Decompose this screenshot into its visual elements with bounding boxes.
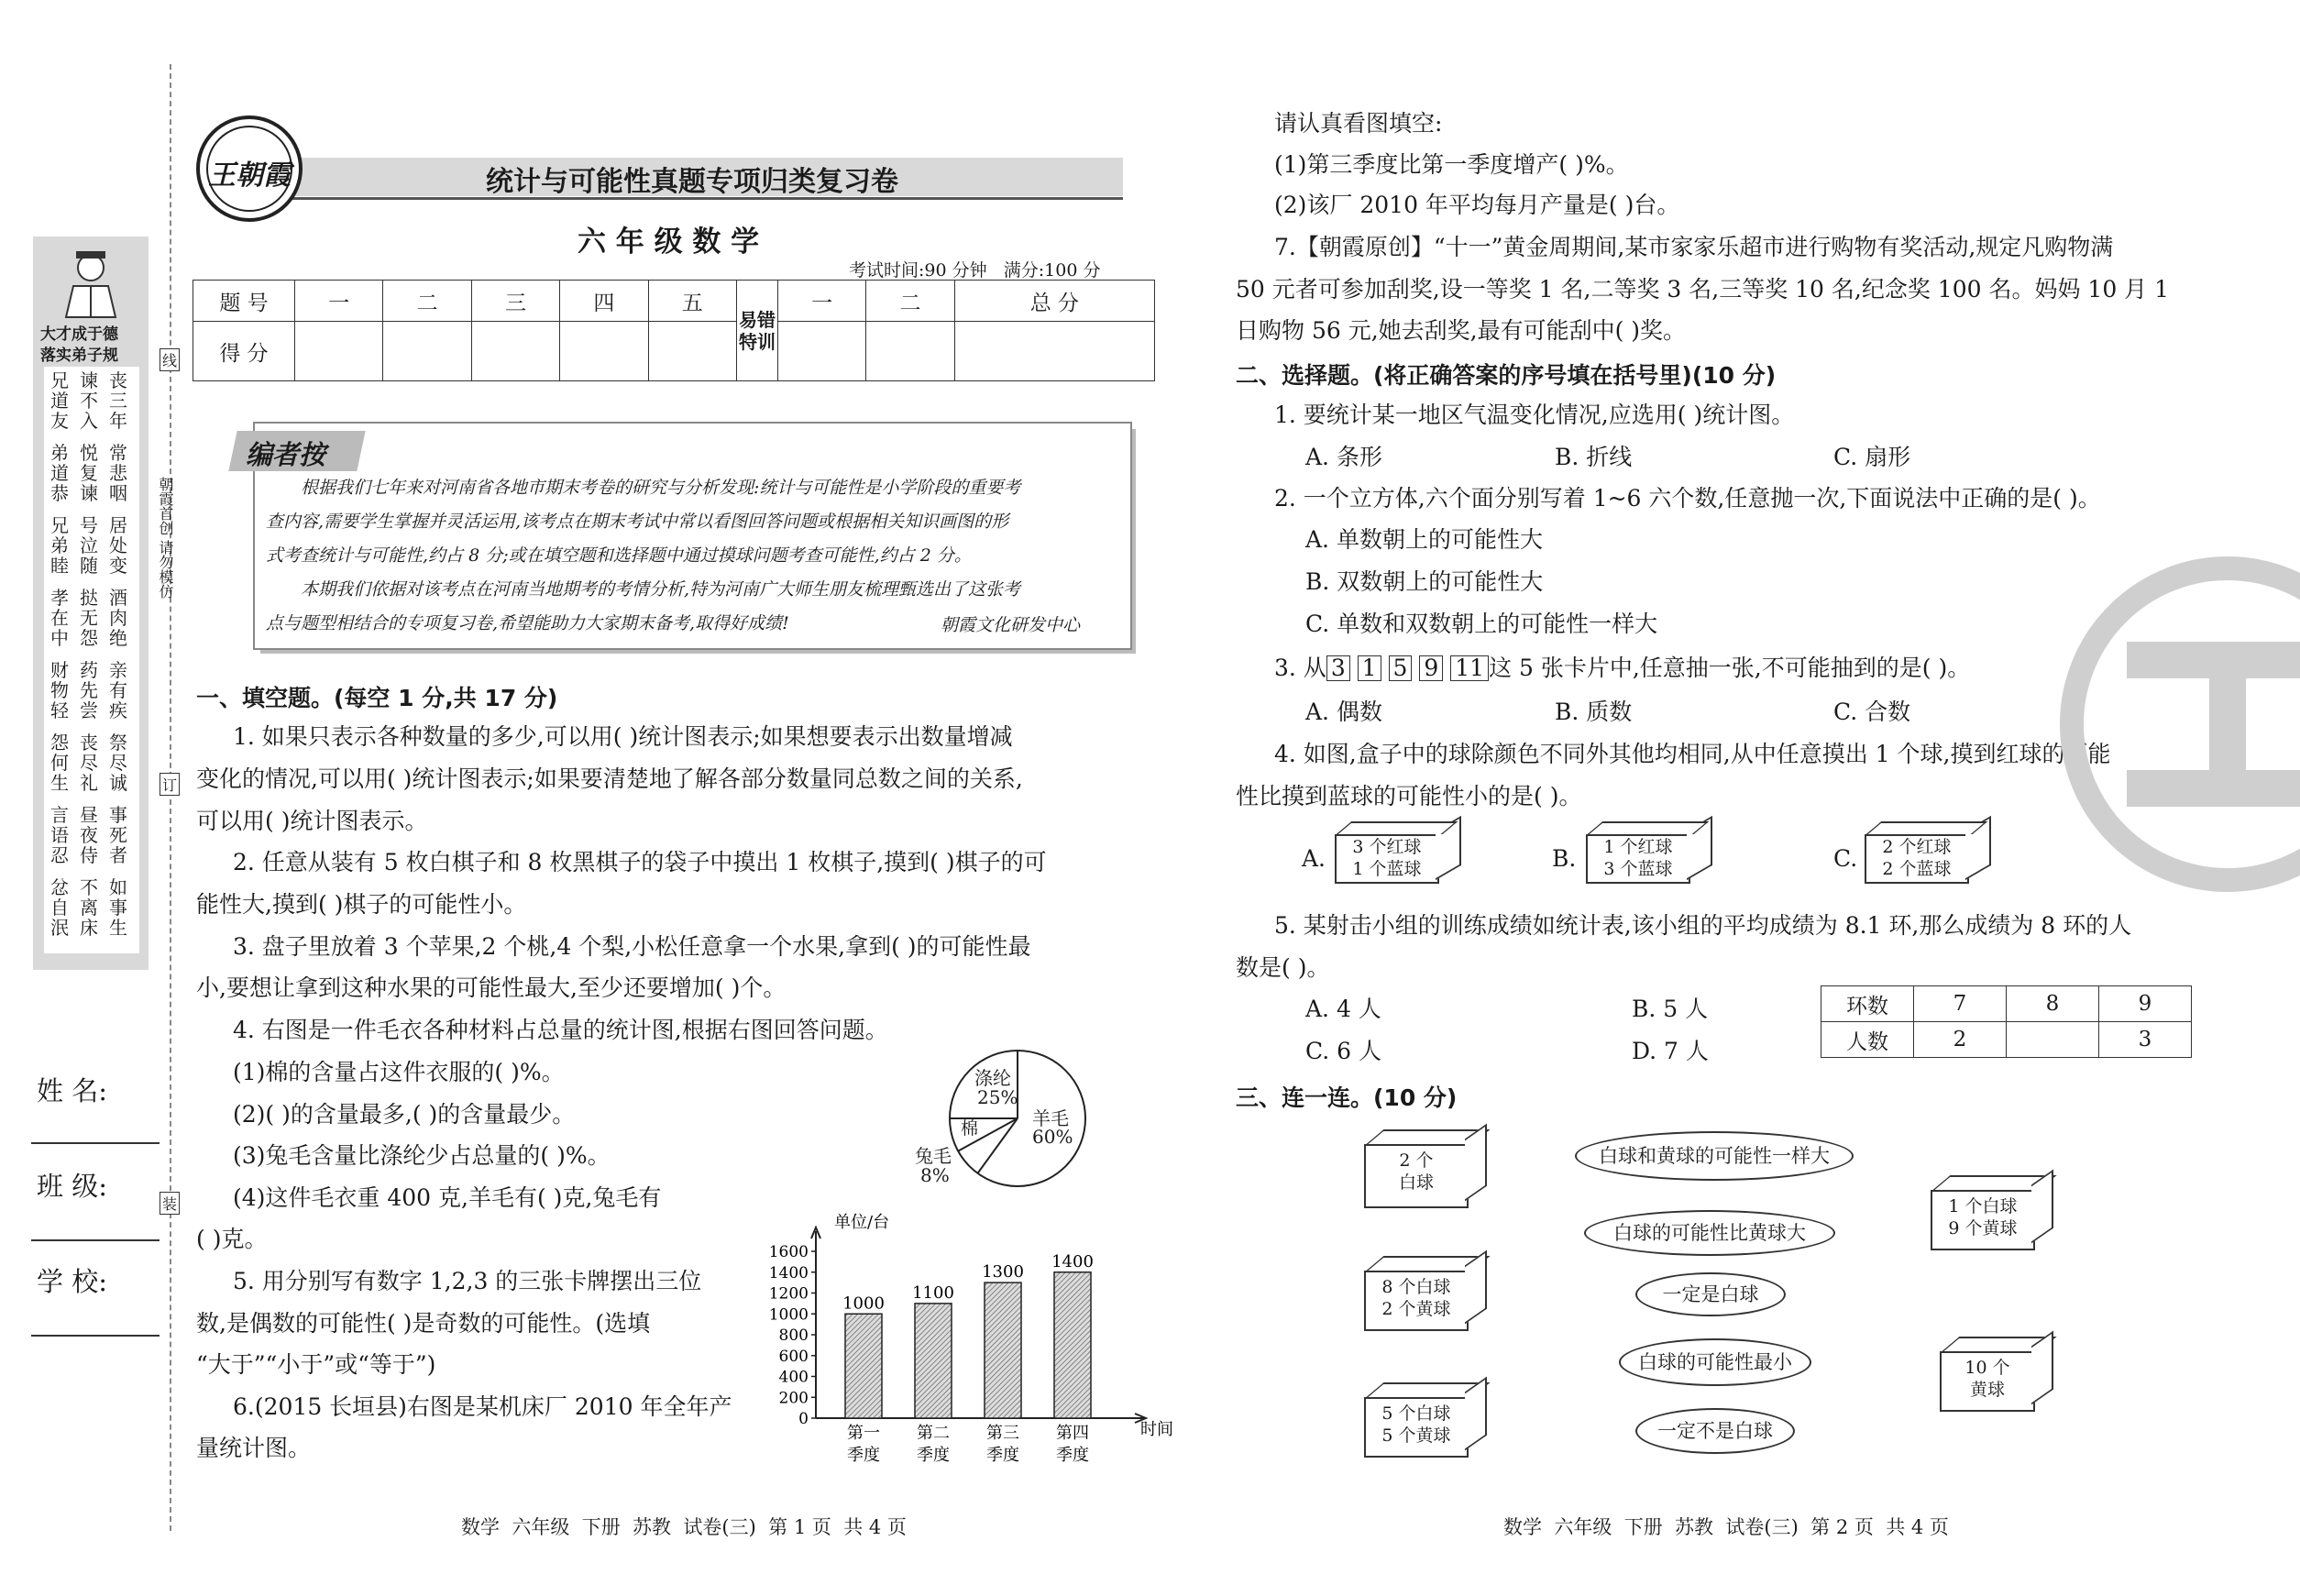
idiom-text: 祭尽诚: [109, 732, 127, 794]
category-label: 第一: [847, 1424, 880, 1443]
match-oval-1[interactable]: 白球和黄球的可能性一样大: [1575, 1131, 1854, 1181]
bar-2: [915, 1304, 952, 1418]
option-b: B. 质数: [1555, 699, 1633, 725]
match-box-line: 8 个白球: [1381, 1277, 1451, 1297]
r-q2: 2. 一个立方体,六个面分别写着 1~6 六个数,任意抛一次,下面说法中正确的是( )。: [1274, 485, 2101, 512]
q-line: 量统计图。: [196, 1435, 312, 1461]
idiom-text: 兄弟睦: [50, 514, 69, 577]
q-line: “大于”“小于”或“等于”): [196, 1351, 436, 1378]
option-d: D. 7 人: [1632, 1038, 1709, 1064]
subject-title: 六 年 级 数 学: [578, 226, 760, 259]
ball-box-a-top: [1337, 821, 1458, 834]
y-tick-label: 1000: [768, 1305, 809, 1325]
pie-label-polyester: 涤纶: [974, 1067, 1011, 1089]
idiom-text: 兄道友: [50, 369, 69, 432]
option-b: B. 5 人: [1632, 996, 1709, 1022]
idiom-text: 悦复谏: [80, 442, 98, 504]
q-line: 4. 右图是一件毛衣各种材料占总量的统计图,根据右图回答问题。: [233, 1017, 888, 1043]
score-header-row: [193, 281, 1155, 322]
ball-box-b: [1586, 834, 1690, 884]
shoot-cell: 8: [2007, 986, 2099, 1022]
seal-mark-bind: 装: [160, 1192, 180, 1215]
r-line: 7.【朝霞原创】“十一”黄金周期间,某市家家乐超市进行购物有奖活动,规定凡购物满: [1274, 234, 2114, 260]
idiom-text: 言语忍: [50, 804, 69, 866]
number-card: 11: [1450, 655, 1489, 681]
r-q1: 1. 要统计某一地区气温变化情况,应选用( )统计图。: [1274, 402, 1795, 428]
q-line: (3)兔毛含量比涤纶少占总量的( )%。: [233, 1142, 611, 1169]
idiom-text: 如事生: [109, 876, 127, 939]
section2-title: 二、选择题。(将正确答案的序号填在括号里)(10 分): [1236, 362, 1777, 389]
idiom-text: 号泣随: [80, 514, 98, 577]
category-label: 季度: [847, 1446, 880, 1465]
pie-value-polyester: 25%: [977, 1086, 1018, 1108]
q-line: 小,要想让拿到这种水果的可能性最大,至少还要增加( )个。: [196, 974, 787, 1001]
r-q4-line1: 4. 如图,盒子中的球除颜色不同外其他均相同,从中任意摸出 1 个球,摸到红球的可能: [1274, 741, 2111, 767]
r-line: 50 元者可参加刮奖,设一等奖 1 名,二等奖 3 名,三等奖 10 名,纪念奖 100 名。妈妈 10 月 1: [1236, 276, 2170, 303]
q-line: 数,是偶数的可能性( )是奇数的可能性。(选填: [196, 1310, 651, 1337]
category-label: 季度: [986, 1446, 1019, 1465]
q4-option-letter: B.: [1552, 845, 1577, 872]
editor-signature: 朝霞文化研发中心: [941, 615, 1081, 635]
number-card: 9: [1419, 655, 1443, 681]
section1-title: 一、填空题。(每空 1 分,共 17 分): [196, 685, 558, 711]
section3-title: 三、连一连。(10 分): [1236, 1084, 1458, 1111]
bar-value-label: 1100: [912, 1282, 954, 1303]
match-box-line: 2 个: [1399, 1150, 1434, 1171]
editor-line: 查内容,需要学生掌握并灵活运用,该考点在期末考试中常以看图回答问题或根据相关知识画图的形: [266, 512, 1009, 532]
editor-line: 本期我们依据对该考点在河南当地期考的考情分析,特为河南广大师生朋友梳理甄选出了这张考: [301, 579, 1021, 600]
exam-info: 考试时间:90 分钟 满分:100 分: [849, 260, 1101, 281]
match-box-right-1[interactable]: [1931, 1190, 2035, 1250]
score-cell[interactable]: [295, 322, 383, 381]
match-oval-5[interactable]: 一定不是白球: [1635, 1408, 1795, 1454]
shoot-row: [1821, 986, 2192, 1022]
idiom-text: 丧尽礼: [80, 732, 98, 794]
number-card: 5: [1389, 655, 1413, 681]
editor-line: 根据我们七年来对河南省各地市期末考卷的研究与分析发现:统计与可能性是小学阶段的重要考: [301, 478, 1021, 498]
shoot-cell: 9: [2099, 986, 2192, 1022]
ball-box-b-top: [1588, 821, 1710, 834]
y-tick-label: 0: [798, 1410, 809, 1428]
footer-right: 数学 六年级 下册 苏教 试卷(三) 第 2 页 共 4 页: [1503, 1516, 1949, 1538]
r-line: 日购物 56 元,她去刮奖,最有可能刮中( )奖。: [1236, 317, 1687, 344]
y-tick-label: 200: [778, 1389, 809, 1408]
score-header-cell: 四: [560, 281, 648, 322]
shooting-table: [1821, 985, 2192, 1058]
idiom-text: 不离床: [80, 876, 98, 939]
r-q5-line1: 5. 某射击小组的训练成绩如统计表,该小组的平均成绩为 8.1 环,那么成绩为 8 环的人: [1274, 912, 2132, 939]
option-c: C. 合数: [1833, 699, 1911, 725]
idiom-text: 忿自泯: [50, 876, 69, 939]
score-cell[interactable]: [954, 322, 1154, 381]
q-line: 2. 任意从装有 5 枚白棋子和 8 枚黑棋子的袋子中摸出 1 枚棋子,摸到( )棋子的可: [233, 849, 1047, 875]
y-tick-label: 1400: [768, 1263, 809, 1282]
r-line: (2)该厂 2010 年平均每月产量是( )台。: [1274, 192, 1680, 218]
q4-option-letter: A.: [1302, 845, 1326, 872]
number-card: 1: [1358, 655, 1381, 681]
idiom-text: 挞无怨: [80, 587, 98, 649]
score-cell[interactable]: [866, 322, 954, 381]
q-line: (4)这件毛衣重 400 克,羊毛有( )克,兔毛有: [233, 1184, 662, 1211]
scholar-icon: [53, 246, 128, 319]
sidebar-figure: [53, 246, 128, 319]
score-table: [193, 280, 1155, 381]
match-box-line: 2 个黄球: [1381, 1299, 1451, 1319]
q-line: (1)棉的含量占这件衣服的( )%。: [233, 1059, 565, 1085]
ball-box-line: 2 个蓝球: [1882, 859, 1952, 879]
idiom-text: 孝在中: [50, 587, 69, 649]
shoot-row: [1821, 1022, 2192, 1058]
r-q5-line2: 数是( )。: [1236, 954, 1330, 981]
q-line: 6.(2015 长垣县)右图是某机床厂 2010 年全年产: [233, 1393, 732, 1420]
category-label: 第二: [917, 1424, 950, 1443]
match-box-line: 1 个白球: [1948, 1196, 2018, 1216]
ball-box-line: 1 个蓝球: [1352, 859, 1422, 879]
bar-value-label: 1400: [1051, 1251, 1094, 1271]
bar-1: [845, 1314, 882, 1418]
ball-box-line: 2 个红球: [1882, 837, 1952, 857]
bar-value-label: 1000: [842, 1293, 885, 1314]
idiom-text: 事死者: [109, 804, 127, 866]
school-field[interactable]: [31, 1335, 160, 1337]
match-box-side: [1465, 1124, 1487, 1202]
editor-line: 式考查统计与可能性,约占 8 分;或在填空题和选择题中通过摸球问题考查可能性,约占 2 分。: [266, 545, 972, 566]
class-field[interactable]: [31, 1239, 160, 1241]
q3-prefix: 3. 从: [1274, 655, 1326, 681]
ball-box-line: 1 个红球: [1603, 837, 1673, 857]
bar-3: [985, 1282, 1021, 1418]
q3-suffix: 这 5 张卡片中,任意抽一张,不可能抽到的是( )。: [1489, 655, 1971, 681]
page-title: 统计与可能性真题专项归类复习卷: [486, 166, 898, 198]
shoot-cell: 7: [1914, 986, 2007, 1022]
option-a: A. 4 人: [1305, 996, 1381, 1022]
match-box-line: 黄球: [1969, 1380, 2005, 1400]
y-tick-label: 600: [778, 1347, 809, 1366]
match-box-line: 9 个黄球: [1948, 1218, 2018, 1238]
editor-badge-label: 编者按: [246, 439, 326, 470]
pie-label-wool: 羊毛: [1032, 1107, 1069, 1129]
option-c: C. 单数和双数朝上的可能性一样大: [1305, 611, 1658, 637]
q-line: 能性大,摸到( )棋子的可能性小。: [196, 891, 527, 918]
shoot-cell: 3: [2099, 1022, 2192, 1058]
q-line: 1. 如果只表示各种数量的多少,可以用( )统计图表示;如果想要表示出数量增减: [233, 723, 1013, 750]
score-cell[interactable]: [383, 322, 471, 381]
match-box-line: 5 个黄球: [1381, 1425, 1451, 1446]
seal-mark-line: 线: [160, 348, 180, 371]
match-box-line: 5 个白球: [1381, 1403, 1451, 1424]
binding-line: [170, 64, 171, 1531]
score-cell[interactable]: [471, 322, 559, 381]
score-header-cell: 五: [648, 281, 736, 322]
pie-label-cotton: 棉: [961, 1118, 979, 1139]
score-header-cell: 题 号: [193, 281, 295, 322]
q-line: 3. 盘子里放着 3 个苹果,2 个桃,4 个梨,小松任意拿一个水果,拿到( )的可能性最: [233, 933, 1031, 960]
match-oval-2[interactable]: 白球的可能性比黄球大: [1584, 1210, 1835, 1256]
shoot-cell: 2: [1914, 1022, 2007, 1058]
pie-value-rabbit: 8%: [920, 1164, 950, 1186]
ball-box-line: 3 个蓝球: [1603, 859, 1673, 879]
match-box-line: 白球: [1398, 1172, 1434, 1193]
q-line: ( )克。: [196, 1226, 268, 1252]
bar-value-label: 1300: [982, 1262, 1024, 1282]
category-label: 第三: [986, 1424, 1019, 1443]
ball-box-c: [1865, 834, 1969, 884]
ball-box-line: 3 个红球: [1352, 837, 1422, 857]
option-a: A. 单数朝上的可能性大: [1305, 526, 1543, 553]
score-header-cell: 一: [777, 281, 865, 322]
sidebar-motto-2: 落实弟子规: [40, 347, 118, 365]
category-label: 季度: [917, 1446, 950, 1465]
score-cell[interactable]: [777, 322, 865, 381]
pie-label-rabbit: 兔毛: [915, 1145, 952, 1167]
score-cell[interactable]: [648, 322, 736, 381]
idiom-text: 亲有疾: [109, 659, 127, 721]
ball-box-c-top: [1866, 821, 1988, 834]
match-box-left-1[interactable]: [1364, 1144, 1469, 1208]
bar-chart: [768, 1213, 1173, 1467]
score-header-cell: 二: [383, 281, 471, 322]
x-axis-label: 时间: [1140, 1420, 1173, 1439]
idiom-text: 谏不入: [80, 369, 98, 432]
shoot-cell: 环数: [1821, 986, 1914, 1022]
editor-line: 点与题型相结合的专项复习卷,希望能助力大家期末备考,取得好成绩!: [266, 613, 789, 633]
option-b: B. 双数朝上的可能性大: [1305, 568, 1544, 595]
logo-text: 王朝霞: [208, 160, 291, 192]
idiom-text: 弟道恭: [50, 442, 69, 504]
q-line: 可以用( )统计图表示。: [196, 808, 428, 834]
score-header-cell: 一: [295, 281, 383, 322]
idiom-text: 昼夜侍: [80, 804, 98, 866]
shoot-cell: 人数: [1821, 1022, 1914, 1058]
name-label: 姓 名:: [37, 1075, 107, 1106]
y-tick-label: 400: [778, 1368, 809, 1387]
y-tick-label: 800: [778, 1326, 809, 1345]
idiom-text: 怨何生: [50, 732, 69, 794]
option-b: B. 折线: [1555, 444, 1633, 470]
score-header-cell: 总 分: [954, 281, 1154, 322]
r-q3: [1274, 653, 1970, 684]
r-q4-line2: 性比摸到蓝球的可能性小的是( )。: [1236, 783, 1582, 809]
match-box-left-3[interactable]: [1364, 1397, 1469, 1458]
match-box-line: 10 个: [1964, 1358, 2010, 1378]
bar-4: [1054, 1272, 1091, 1418]
sidebar-motto-1: 大才成于德: [40, 325, 118, 344]
q4-option-letter: C.: [1833, 845, 1858, 872]
y-tick-label: 1200: [768, 1284, 809, 1304]
option-c: C. 扇形: [1833, 444, 1911, 470]
option-a: A. 条形: [1305, 444, 1382, 470]
match-oval-4[interactable]: 白球的可能性最小: [1619, 1338, 1811, 1386]
idiom-text: 丧三年: [109, 369, 127, 432]
seal-stamp-icon: [2026, 541, 2300, 908]
q-line: 5. 用分别写有数字 1,2,3 的三张卡牌摆出三位: [233, 1268, 702, 1294]
match-box-left-2[interactable]: [1364, 1271, 1469, 1331]
idiom-text: 酒肉绝: [109, 587, 127, 649]
idiom-text: 常悲咽: [109, 442, 127, 504]
pie-value-wool: 60%: [1032, 1126, 1073, 1148]
idiom-text: 居处变: [109, 514, 127, 577]
name-field[interactable]: [31, 1142, 160, 1144]
y-tick-label: 1600: [768, 1243, 809, 1261]
option-c: C. 6 人: [1305, 1038, 1381, 1064]
score-header-cell: 易错特训: [736, 281, 777, 381]
q-line: 变化的情况,可以用( )统计图表示;如果要清楚地了解各部分数量同总数之间的关系,: [196, 765, 1023, 792]
score-header-cell: 二: [866, 281, 954, 322]
idiom-text: 药先尝: [80, 659, 98, 721]
q-line: (2)( )的含量最多,( )的含量最少。: [233, 1101, 576, 1128]
category-label: 季度: [1056, 1446, 1089, 1465]
ball-box-a: [1335, 834, 1439, 884]
class-label: 班 级:: [37, 1171, 107, 1202]
shoot-cell[interactable]: [2007, 1022, 2099, 1058]
y-axis-label: 单位/台: [834, 1213, 890, 1232]
category-label: 第四: [1056, 1424, 1089, 1443]
school-label: 学 校:: [37, 1266, 107, 1297]
r-line: (1)第三季度比第一季度增产( )%。: [1274, 151, 1629, 178]
score-cell[interactable]: [560, 322, 648, 381]
option-a: A. 偶数: [1305, 699, 1382, 725]
match-oval-3[interactable]: 一定是白球: [1635, 1272, 1786, 1316]
number-card: 3: [1326, 655, 1350, 681]
seal-mark-order: 订: [160, 773, 180, 796]
score-value-row: [193, 322, 1155, 381]
score-row-label: 得 分: [193, 322, 295, 381]
idiom-text: 财物轻: [50, 659, 69, 721]
match-box-right-2[interactable]: [1940, 1351, 2035, 1412]
vertical-note: 朝霞首创 请勿模仿: [157, 477, 174, 600]
r-line: 请认真看图填空:: [1274, 110, 1443, 137]
score-header-cell: 三: [471, 281, 559, 322]
footer-left: 数学 六年级 下册 苏教 试卷(三) 第 1 页 共 4 页: [461, 1516, 907, 1538]
